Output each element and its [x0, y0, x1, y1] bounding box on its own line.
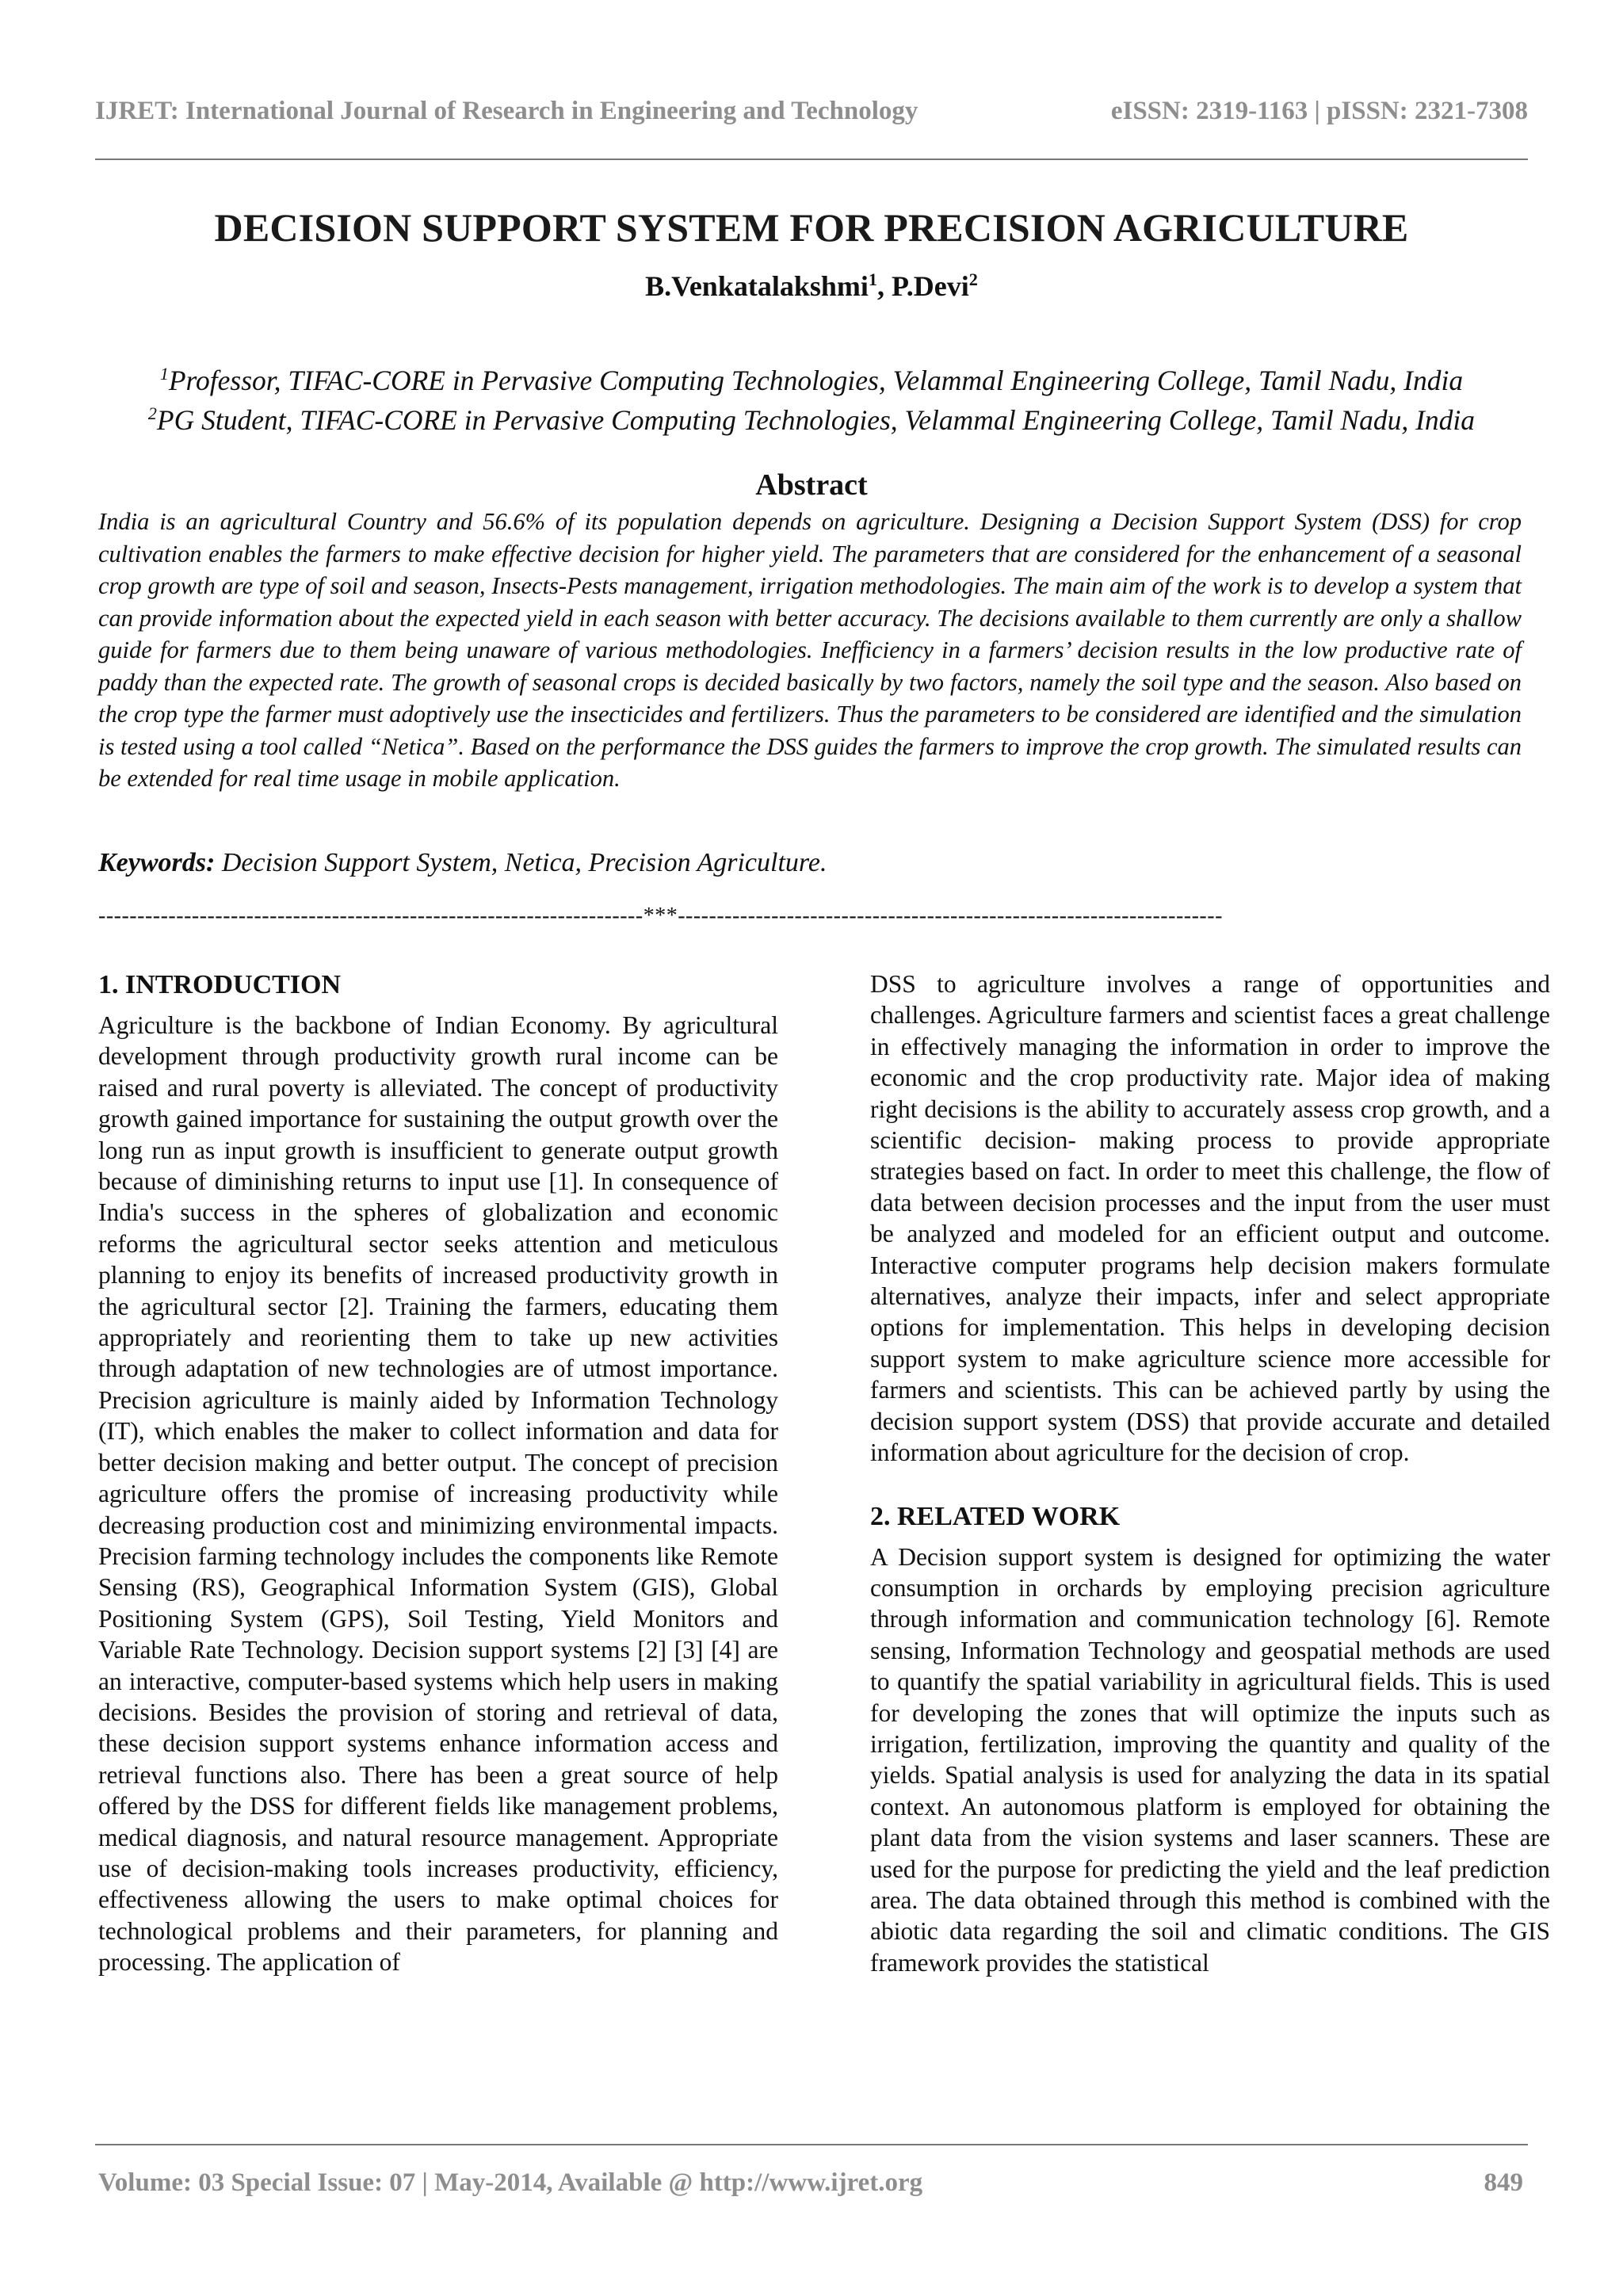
running-footer — [98, 2168, 1523, 2198]
affiliation-text: Professor, TIFAC-CORE in Pervasive Computing Technologies, Velammal Engineering College, Tamil Nadu, India — [168, 365, 1464, 396]
right-column — [870, 968, 1550, 1978]
keywords — [98, 848, 1528, 878]
introduction-heading: 1. INTRODUCTION — [98, 970, 342, 999]
affiliation-mark: 2 — [147, 403, 157, 424]
related-work-heading: 2. RELATED WORK — [870, 1501, 1121, 1531]
journal-name: IJRET: International Journal of Research in Engineering and Technology — [95, 97, 918, 125]
author-separator: , — [877, 270, 892, 302]
affiliation-text: PG Student, TIFAC-CORE in Pervasive Computing Technologies, Velammal Engineering College, Tamil Nadu, India — [156, 404, 1476, 436]
author-name: B.Venkatalakshmi — [645, 270, 869, 302]
abstract-heading: Abstract — [755, 468, 868, 502]
author-mark: 2 — [968, 269, 978, 289]
issn-numbers: eISSN: 2319-1163 | pISSN: 2321-7308 — [1110, 97, 1528, 125]
left-column — [98, 968, 778, 1978]
author-name: P.Devi — [892, 270, 969, 302]
volume-info: Volume: 03 Special Issue: 07 | May-2014, Available @ http://www.ijret.org — [98, 2168, 923, 2197]
author-mark: 1 — [868, 269, 878, 289]
affiliation-line — [95, 400, 1528, 440]
running-header — [95, 97, 1528, 126]
affiliation-mark: 1 — [159, 364, 169, 384]
abstract-body: India is an agricultural Country and 56.6% of its population depends on agriculture. Designing a Decision Support System (DSS) for crop cultivation enables the farmers to make effective decision for higher yield. The parameters that are considered for the enhancement of a seasonal crop growth are type of soil and season, Insects-Pests management, irrigation methodologies. The main aim of the work is to develop a system that can provide information about the expected yield in each season with better accuracy. The decisions available to them currently are only a shallow guide for farmers due to them being unaware of various methodologies. Inefficiency in a farmers’ decision results in the low productive rate of paddy than the expected rate. The growth of seasonal crops is decided basically by two factors, namely the soil type and the season. Also based on the crop type the farmer must adoptively use the insecticides and fertilizers. Thus the parameters to be considered are identified and the simulation is tested using a tool called “Netica”. Based on the performance the DSS guides the farmers to improve the crop growth. The simulated results can be extended for real time usage in mobile application. — [98, 508, 1522, 792]
affiliations — [95, 361, 1528, 440]
affiliation-line — [95, 361, 1528, 400]
related-work-paragraph: A Decision support system is designed for optimizing the water consumption in orchards by employing precision agriculture through information and communication technology [6]. Remote sensing, Information Technology and geospatial methods are used to quantify the spatial variability in agricultural fields. This is used for developing the zones that will optimize the inputs such as irrigation, fertilization, improving the quantity and quality of the yields. Spatial analysis is used for analyzing the data in its spatial context. An autonomous platform is employed for obtaining the plant data from the vision systems and laser scanners. These are used for the purpose for predicting the yield and the leaf prediction area. The data obtained through this method is combined with the abiotic data regarding the soil and climatic conditions. The GIS framework provides the statistical — [870, 1542, 1550, 1977]
header-rule — [95, 159, 1528, 160]
keywords-label: Keywords: — [98, 848, 216, 877]
section-separator: ----------------------------------------------------------------------***---------------------------------------------------------------------- — [98, 904, 1223, 928]
introduction-paragraph: Agriculture is the backbone of Indian Economy. By agricultural development through productivity growth rural income can be raised and rural poverty is alleviated. The concept of productivity growth gained importance for sustaining the output growth over the long run as input growth is insufficient to generate output growth because of diminishing returns to input use [1]. In consequence of India's success in the spheres of globalization and economic reforms the agricultural sector seeks attention and meticulous planning to enjoy its benefits of increased productivity growth in the agricultural sector [2]. Training the farmers, educating them appropriately and reorienting them to take up new activities through adaptation of new technologies are of utmost importance. Precision agriculture is mainly aided by Information Technology (IT), which enables the maker to collect information and data for better decision making and better output. The concept of precision agriculture offers the promise of increasing productivity while decreasing production cost and minimizing environmental impacts. Precision farming technology includes the components like Remote Sensing (RS), Geographical Information System (GIS), Global Positioning System (GPS), Soil Testing, Yield Monitors and Variable Rate Technology. Decision support systems [2] [3] [4] are an interactive, computer-based systems which help users in making decisions. Besides the provision of storing and retrieval of data, these decision support systems enhance information access and retrieval functions also. There has been a great source of help offered by the DSS for different fields like management problems, medical diagnosis, and natural resource management. Appropriate use of decision-making tools increases productivity, efficiency, effectiveness allowing the users to make optimal choices for technological problems and their parameters, for planning and processing. The application of — [98, 1011, 778, 1977]
introduction-continued-paragraph: DSS to agriculture involves a range of opportunities and challenges. Agriculture farmers and scientist faces a great challenge in effectively managing the information in order to improve the economic and the crop productivity rate. Major idea of making right decisions is the ability to accurately assess crop growth, and a scientific decision- making process to provide appropriate strategies based on fact. In order to meet this challenge, the flow of data between decision processes and the input from the user must be analyzed and modeled for an efficient output and outcome. Interactive computer programs help decision makers formulate alternatives, analyze their impacts, infer and select appropriate options for implementation. This helps in developing decision support system to make agriculture science more accessible for farmers and scientists. This can be achieved partly by using the decision support system (DSS) that provide accurate and detailed information about agriculture for the decision of crop. — [870, 970, 1550, 1467]
paper-title: DECISION SUPPORT SYSTEM FOR PRECISION AGRICULTURE — [214, 205, 1409, 250]
footer-rule — [95, 2144, 1528, 2145]
author-list — [95, 269, 1528, 303]
page-number: 849 — [1484, 2168, 1523, 2197]
keywords-text: Decision Support System, Netica, Precision Agriculture. — [221, 848, 827, 877]
